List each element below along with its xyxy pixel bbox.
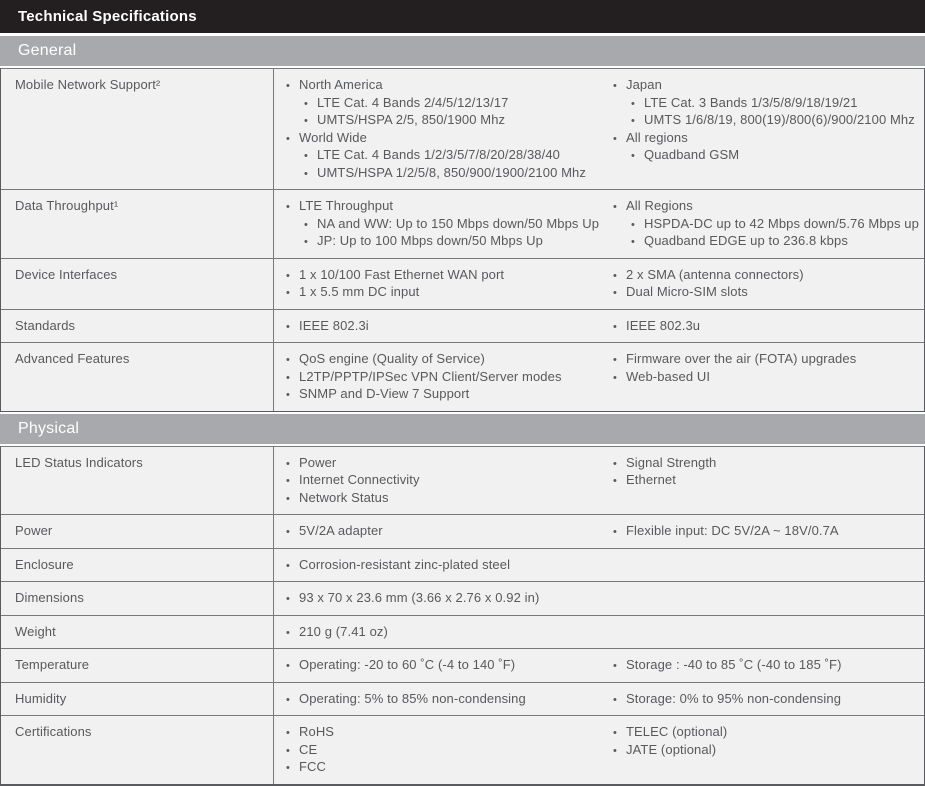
spec-item-text: TELEC (optional) (626, 724, 728, 739)
spec-item (274, 369, 601, 387)
bullet-icon: • (286, 80, 290, 92)
spec-row-weight (1, 616, 924, 650)
spec-col-left (274, 447, 601, 515)
spec-item (601, 112, 924, 130)
spec-item (274, 318, 601, 336)
spec-item (601, 147, 924, 165)
spec-col-right (601, 582, 924, 615)
bullet-icon: • (613, 526, 617, 538)
row-content (274, 683, 924, 716)
spec-col-left (274, 549, 601, 582)
spec-row-led-status-indicators (1, 447, 924, 516)
bullet-icon: • (286, 526, 290, 538)
section-header-label: Physical (18, 419, 80, 437)
spec-item-text: LTE Cat. 4 Bands 1/2/3/5/7/8/20/28/38/40 (317, 147, 560, 162)
section-header-general (0, 36, 925, 66)
spec-item-text: LTE Cat. 4 Bands 2/4/5/12/13/17 (317, 94, 509, 110)
spec-item-text: IEEE 802.3u (626, 317, 701, 333)
spec-col-right (601, 447, 924, 515)
row-content (274, 447, 924, 515)
spec-item-text: LTE Cat. 3 Bands 1/3/5/8/9/18/19/21 (644, 94, 858, 110)
row-content (274, 343, 924, 411)
bullet-icon: • (613, 354, 617, 366)
row-content (274, 549, 924, 582)
bullet-icon: • (304, 167, 308, 180)
spec-list-certifications (274, 724, 601, 777)
row-content (274, 310, 924, 343)
spec-item-text: Operating: 5% to 85% non-condensing (299, 690, 526, 706)
spec-item (601, 267, 924, 285)
spec-row-humidity (1, 683, 924, 717)
spec-col-right (601, 549, 924, 582)
spec-item (274, 742, 601, 760)
title-bar (0, 0, 925, 33)
spec-item (274, 759, 601, 777)
bullet-icon: • (286, 287, 290, 299)
bullet-icon: • (613, 693, 617, 706)
spec-item-text: LTE Throughput (299, 198, 394, 213)
row-label: Enclosure (1, 549, 274, 582)
row-label: Certifications (1, 716, 274, 784)
bullet-icon: • (613, 269, 617, 282)
spec-list-power (601, 523, 924, 541)
spec-item-text: L2TP/PPTP/IPSec VPN Client/Server modes (299, 368, 562, 384)
spec-item (601, 742, 924, 760)
page-title: Technical Specifications (18, 8, 197, 25)
spec-col-left (274, 649, 601, 682)
row-label: Standards (1, 310, 274, 343)
spec-item-text: Signal Strength (626, 454, 717, 470)
bullet-icon: • (286, 320, 290, 333)
spec-item-text: 5V/2A adapter (299, 523, 383, 538)
spec-item-text: Network Status (299, 489, 389, 505)
bullet-icon: • (613, 132, 617, 145)
spec-item (274, 198, 601, 216)
row-label: Data Throughput¹ (1, 190, 274, 258)
spec-col-right (601, 649, 924, 682)
row-label: Mobile Network Support² (1, 69, 274, 189)
section-header-label: General (18, 42, 77, 59)
spec-item-text: 1 x 10/100 Fast Ethernet WAN port (299, 266, 505, 282)
spec-list-standards (601, 318, 924, 336)
spec-item-text: JATE (optional) (626, 741, 717, 757)
spec-item-text: World Wide (299, 129, 367, 145)
spec-item-text: QoS engine (Quality of Service) (299, 351, 485, 366)
spec-item (601, 369, 924, 387)
bullet-icon: • (631, 236, 635, 248)
row-content (274, 259, 924, 309)
row-content (274, 649, 924, 682)
spec-item-text: 210 g (7.41 oz) (299, 623, 388, 639)
bullet-icon: • (304, 218, 308, 231)
spec-col-left (274, 683, 601, 716)
spec-item-text: Quadband GSM (644, 147, 740, 162)
spec-row-enclosure (1, 549, 924, 583)
bullet-icon: • (613, 201, 617, 213)
spec-item-text: 1 x 5.5 mm DC input (299, 284, 420, 299)
spec-item (274, 523, 601, 541)
spec-item (274, 557, 601, 575)
spec-item-text: SNMP and D-View 7 Support (299, 386, 470, 401)
row-label: Power (1, 515, 274, 548)
row-content (274, 716, 924, 784)
spec-item-text: HSPDA-DC up to 42 Mbps down/5.76 Mbps up (644, 215, 919, 231)
spec-list-certifications (601, 724, 924, 759)
spec-item (601, 95, 924, 113)
spec-col-right (601, 343, 924, 411)
spec-list-data-throughput (274, 198, 601, 251)
spec-item (601, 523, 924, 541)
bullet-icon: • (613, 457, 617, 470)
spec-list-power (274, 523, 601, 541)
spec-list-enclosure (274, 557, 601, 575)
row-label: Dimensions (1, 582, 274, 615)
spec-item (274, 165, 601, 183)
spec-item-text: Flexible input: DC 5V/2A ~ 18V/0.7A (626, 523, 839, 538)
spec-row-certifications (1, 716, 924, 784)
row-label: Temperature (1, 649, 274, 682)
spec-col-right (601, 683, 924, 716)
spec-list-advanced-features (601, 351, 924, 386)
bullet-icon: • (286, 389, 290, 401)
spec-item-text: Quadband EDGE up to 236.8 kbps (644, 233, 848, 248)
spec-list-mobile-network-support (601, 77, 924, 165)
spec-col-left (274, 582, 601, 615)
bullet-icon: • (286, 354, 290, 366)
spec-col-right (601, 716, 924, 784)
bullet-icon: • (286, 492, 290, 505)
bullet-icon: • (286, 371, 290, 384)
spec-list-standards (274, 318, 601, 336)
spec-item-text: Firmware over the air (FOTA) upgrades (626, 351, 857, 366)
spec-item-text: NA and WW: Up to 150 Mbps down/50 Mbps Up (317, 215, 600, 231)
spec-item-text: Storage : -40 to 85 ˚C (-40 to 185 ˚F) (626, 657, 842, 672)
spec-item (274, 147, 601, 165)
bullet-icon: • (613, 287, 617, 299)
spec-col-right (601, 190, 924, 258)
spec-item (274, 386, 601, 404)
spec-item (601, 216, 924, 234)
spec-item-text: UMTS/HSPA 2/5, 850/1900 Mhz (317, 112, 506, 127)
spec-item-text: FCC (299, 759, 327, 774)
spec-item-text: Power (299, 454, 337, 470)
spec-col-right (601, 259, 924, 309)
row-label: Weight (1, 616, 274, 649)
spec-col-left (274, 716, 601, 784)
row-content (274, 69, 924, 189)
bullet-icon: • (304, 115, 308, 127)
spec-list-dimensions (274, 590, 601, 608)
spec-item (601, 351, 924, 369)
bullet-icon: • (613, 371, 617, 384)
spec-item-text: RoHS (299, 724, 335, 739)
row-content (274, 582, 924, 615)
spec-item (274, 472, 601, 490)
bullet-icon: • (631, 218, 635, 231)
spec-list-advanced-features (274, 351, 601, 404)
spec-item (601, 77, 924, 95)
spec-item-text: Dual Micro-SIM slots (626, 284, 748, 299)
row-label: Humidity (1, 683, 274, 716)
bullet-icon: • (286, 201, 290, 213)
bullet-icon: • (286, 660, 290, 672)
spec-list-humidity (274, 691, 601, 709)
bullet-icon: • (613, 475, 617, 487)
spec-col-left (274, 515, 601, 548)
spec-col-left (274, 259, 601, 309)
spec-item (274, 351, 601, 369)
row-label: Advanced Features (1, 343, 274, 411)
spec-item (601, 318, 924, 336)
spec-item (274, 490, 601, 508)
spec-row-device-interfaces (1, 259, 924, 310)
spec-col-left (274, 190, 601, 258)
spec-item (601, 455, 924, 473)
row-content (274, 190, 924, 258)
spec-col-right (601, 515, 924, 548)
bullet-icon: • (304, 150, 308, 162)
spec-item-text: Ethernet (626, 472, 676, 487)
spec-list-data-throughput (601, 198, 924, 251)
spec-row-dimensions (1, 582, 924, 616)
spec-col-left (274, 69, 601, 189)
spec-row-data-throughput (1, 190, 924, 259)
spec-col-right (601, 69, 924, 189)
spec-list-temperature (601, 657, 924, 675)
spec-item (274, 590, 601, 608)
spec-item-text: Storage: 0% to 95% non-condensing (626, 690, 842, 706)
spec-item (601, 130, 924, 148)
spec-item (274, 267, 601, 285)
bullet-icon: • (304, 97, 308, 110)
bullet-icon: • (286, 559, 290, 572)
spec-list-temperature (274, 657, 601, 675)
spec-item (274, 624, 601, 642)
spec-list-humidity (601, 691, 924, 709)
spec-item-text: Operating: -20 to 60 ˚C (-4 to 140 ˚F) (299, 657, 516, 672)
spec-item-text: IEEE 802.3i (299, 317, 369, 333)
spec-item (274, 691, 601, 709)
spec-item (601, 657, 924, 675)
spec-item (601, 233, 924, 251)
spec-item (274, 112, 601, 130)
bullet-icon: • (613, 80, 617, 92)
spec-list-led-status-indicators (601, 455, 924, 490)
spec-item (601, 472, 924, 490)
spec-item-text: Japan (626, 77, 662, 92)
row-content (274, 515, 924, 548)
spec-item (274, 77, 601, 95)
bullet-icon: • (286, 593, 290, 605)
section-rows-general (0, 68, 925, 412)
bullet-icon: • (286, 269, 290, 282)
spec-item (274, 284, 601, 302)
bullet-icon: • (631, 97, 635, 110)
spec-col-left (274, 310, 601, 343)
spec-table (0, 36, 925, 786)
spec-row-advanced-features (1, 343, 924, 411)
bullet-icon: • (613, 660, 617, 672)
spec-item-text: JP: Up to 100 Mbps down/50 Mbps Up (317, 233, 543, 248)
spec-col-right (601, 310, 924, 343)
spec-item (274, 233, 601, 251)
bullet-icon: • (286, 744, 290, 757)
spec-item-text: Corrosion-resistant zinc-plated steel (299, 556, 511, 572)
section-header-physical (0, 414, 925, 444)
spec-item-text: Internet Connectivity (299, 472, 420, 487)
spec-row-standards (1, 310, 924, 344)
spec-item-text: 93 x 70 x 23.6 mm (3.66 x 2.76 x 0.92 in) (299, 590, 540, 605)
spec-item (274, 455, 601, 473)
bullet-icon: • (286, 727, 290, 739)
spec-item (274, 216, 601, 234)
spec-item-text: All Regions (626, 198, 693, 213)
bullet-icon: • (286, 626, 290, 639)
spec-row-temperature (1, 649, 924, 683)
spec-col-left (274, 616, 601, 649)
spec-item-text: UMTS/HSPA 1/2/5/8, 850/900/1900/2100 Mhz (317, 164, 586, 180)
bullet-icon: • (613, 320, 617, 333)
bullet-icon: • (613, 727, 617, 739)
spec-row-mobile-network-support (1, 69, 924, 190)
bullet-icon: • (631, 115, 635, 127)
bullet-icon: • (286, 457, 290, 470)
bullet-icon: • (631, 150, 635, 162)
spec-list-weight (274, 624, 601, 642)
spec-item-text: CE (299, 741, 318, 757)
spec-item (601, 724, 924, 742)
spec-item-text: UMTS 1/6/8/19, 800(19)/800(6)/900/2100 Mhz (644, 112, 915, 127)
spec-col-left (274, 343, 601, 411)
spec-list-led-status-indicators (274, 455, 601, 508)
section-rows-physical (0, 446, 925, 786)
spec-item (601, 284, 924, 302)
spec-list-device-interfaces (601, 267, 924, 302)
bullet-icon: • (286, 762, 290, 774)
spec-item-text: All regions (626, 129, 688, 145)
spec-item-text: 2 x SMA (antenna connectors) (626, 266, 804, 282)
spec-list-mobile-network-support (274, 77, 601, 182)
spec-item-text: North America (299, 77, 383, 92)
spec-row-power (1, 515, 924, 549)
row-content (274, 616, 924, 649)
bullet-icon: • (304, 236, 308, 248)
spec-item-text: Web-based UI (626, 368, 711, 384)
spec-item (274, 657, 601, 675)
spec-item (601, 198, 924, 216)
spec-col-right (601, 616, 924, 649)
spec-item (274, 724, 601, 742)
spec-item (274, 130, 601, 148)
spec-item (274, 95, 601, 113)
bullet-icon: • (613, 744, 617, 757)
spec-list-device-interfaces (274, 267, 601, 302)
row-label: Device Interfaces (1, 259, 274, 309)
row-label: LED Status Indicators (1, 447, 274, 515)
bullet-icon: • (286, 475, 290, 487)
spec-item (601, 691, 924, 709)
bullet-icon: • (286, 132, 290, 145)
bullet-icon: • (286, 693, 290, 706)
